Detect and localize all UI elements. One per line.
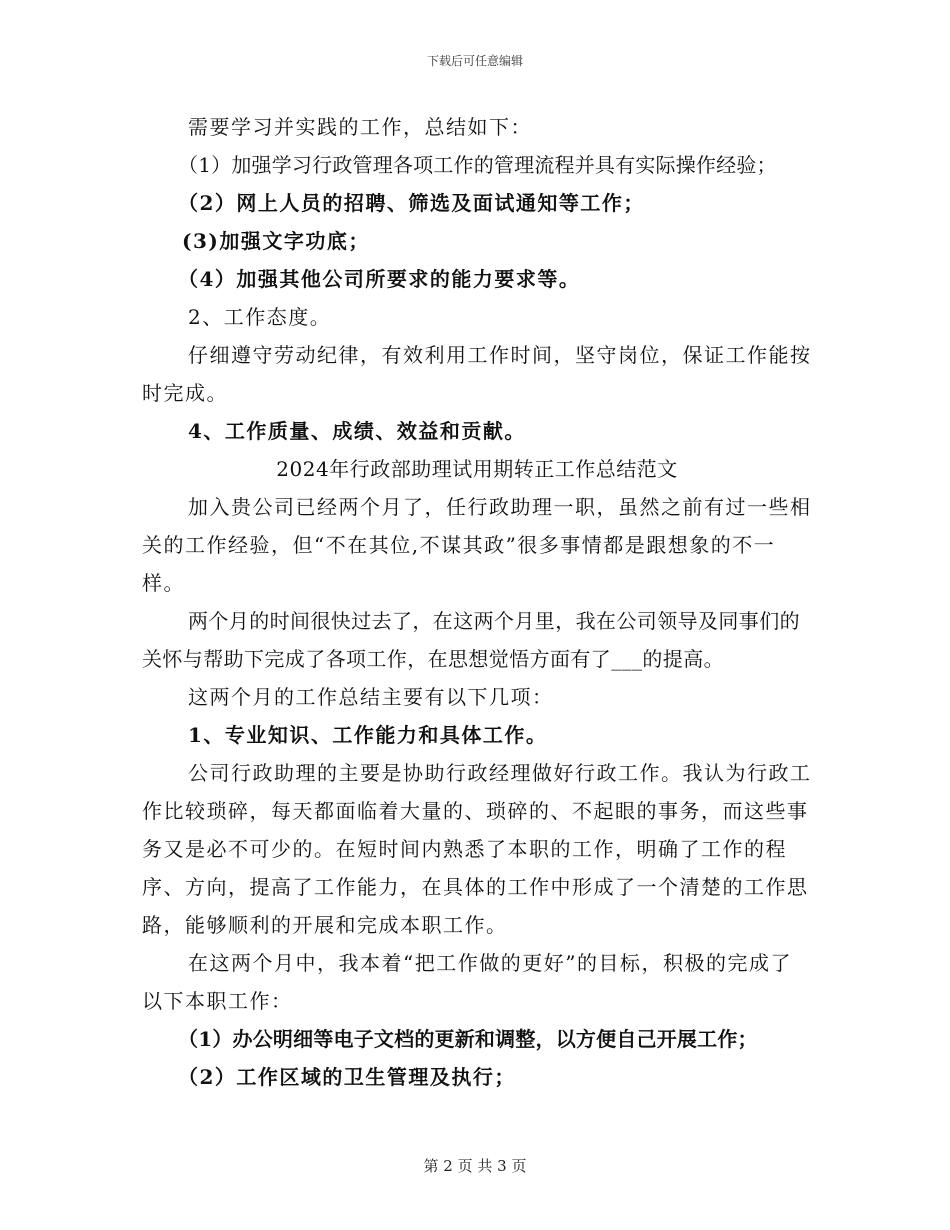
section-heading-quality: 4、工作质量、成绩、效益和贡献。 (188, 419, 526, 443)
list-item-2: （2）网上人员的招聘、筛选及面试通知等工作； (178, 191, 645, 215)
list-item-1: （1）加强学习行政管理各项工作的管理流程并具有实际操作经验； (178, 153, 777, 177)
page-header: 下载后可任意编辑 (426, 54, 523, 68)
paragraph-goal: 在这两个月中，我本着“把工作做的更好”的目标，积极的完成了以下本职工作： (142, 951, 792, 1013)
page-footer: 第 2 页 共 3 页 (423, 1157, 527, 1175)
paragraph-intro: 加入贵公司已经两个月了，任行政助理一职，虽然之前有过一些相关的工作经验，但“不在其位,不谋其政”很多事情都是跟想象的不一样。 (142, 495, 812, 595)
paragraph-two-months: 两个月的时间很快过去了，在这两个月里，我在公司领导及同事们的关怀与帮助下完成了各项工作，在思想觉悟方面有了___的提高。 (142, 609, 800, 671)
list-item-3: (3)加强文字功底； (182, 229, 370, 253)
document-title: 2024年行政部助理试用期转正工作总结范文 (276, 457, 678, 481)
paragraph-assistant-role: 公司行政助理的主要是协助行政经理做好行政工作。我认为行政工作比较琐碎，每天都面临着大量的、琐碎的、不起眼的事务，而这些事务又是必不可少的。在短时间内熟悉了本职的工作，明确了工作的程序、方向，提高了工作能力，在具体的工作中形成了一个清楚的工作思路，能够顺利的开展和完成本职工作。 (142, 761, 812, 937)
list-item-4: （4）加强其他公司所要求的能力要求等。 (178, 267, 581, 291)
document-body (142, 108, 812, 1096)
section-heading-knowledge: 1、专业知识、工作能力和具体工作。 (188, 723, 548, 747)
paragraph-attitude: 仔细遵守劳动纪律，有效利用工作时间，坚守岗位，保证工作能按时完成。 (142, 343, 812, 405)
paragraph-summary-items: 这两个月的工作总结主要有以下几项： (188, 685, 554, 709)
list-item-hygiene: （2）工作区域的卫生管理及执行； (178, 1065, 516, 1089)
section-heading-attitude: 2、工作态度。 (188, 305, 332, 329)
list-item-documents: （1）办公明细等电子文档的更新和调整，以方便自己开展工作； (178, 1027, 758, 1051)
paragraph-summary-intro: 需要学习并实践的工作，总结如下： (188, 115, 532, 139)
